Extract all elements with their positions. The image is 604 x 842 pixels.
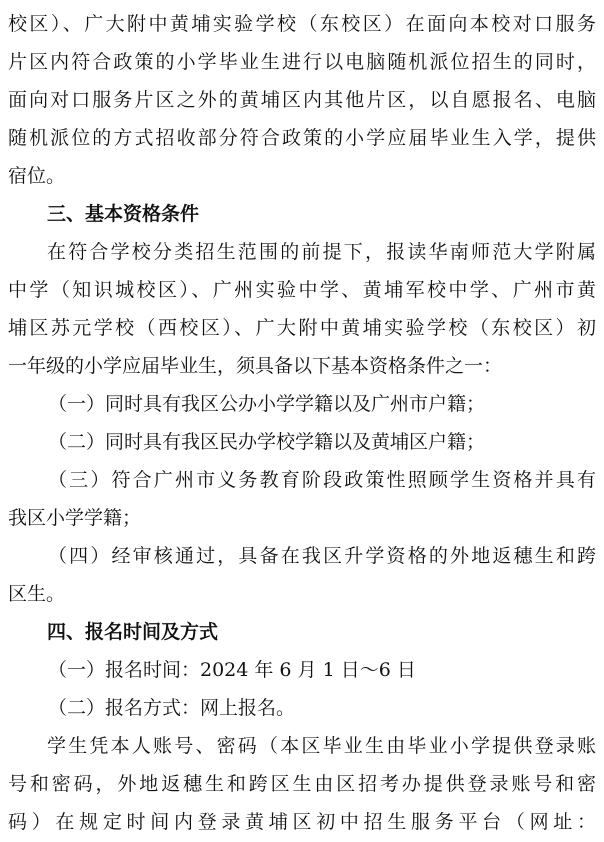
list-item-continuation: 我区小学学籍；	[8, 507, 142, 529]
list-item: （一）报名时间：2024 年 6 月 1 日～6 日	[48, 659, 416, 681]
paragraph-line: 面向对口服务片区之外的黄埔区内其他片区，以自愿报名、电脑	[8, 89, 596, 111]
list-item: （二）报名方式：网上报名。	[48, 697, 296, 719]
paragraph-line: 一年级的小学应届毕业生，须具备以下基本资格条件之一：	[8, 355, 503, 377]
paragraph-line: 学生凭本人账号、密码（本区毕业生由毕业小学提供登录账	[47, 735, 596, 757]
paragraph-line: 在符合学校分类招生范围的前提下，报读华南师范大学附属	[47, 241, 596, 263]
paragraph-line: 埔区苏元学校（西校区）、广大附中黄埔实验学校（东校区）初	[8, 317, 596, 339]
paragraph-line: 随机派位的方式招收部分符合政策的小学应届毕业生入学，提供	[8, 127, 596, 149]
paragraph-line: 片区内符合政策的小学毕业生进行以电脑随机派位招生的同时，	[8, 51, 596, 73]
list-item: （一）同时具有我区公办小学学籍以及广州市户籍；	[48, 393, 486, 415]
list-item: （四）经审核通过，具备在我区升学资格的外地返穗生和跨	[48, 545, 596, 567]
paragraph-line: 校区）、广大附中黄埔实验学校（东校区）在面向本校对口服务	[8, 13, 596, 35]
section-heading: 三、基本资格条件	[47, 203, 200, 225]
section-heading: 四、报名时间及方式	[47, 621, 219, 643]
list-item: （三）符合广州市义务教育阶段政策性照顾学生资格并具有	[48, 469, 596, 491]
paragraph-line: 号和密码，外地返穗生和跨区生由区招考办提供登录账号和密	[8, 773, 596, 795]
paragraph-line: 码）在规定时间内登录黄埔区初中招生服务平台（网址：	[8, 811, 596, 833]
list-item: （二）同时具有我区民办学校学籍以及黄埔区户籍；	[48, 431, 486, 453]
paragraph-line: 中学（知识城校区）、广州实验中学、黄埔军校中学、广州市黄	[8, 279, 596, 301]
paragraph-line: 宿位。	[8, 165, 66, 187]
list-item-continuation: 区生。	[8, 583, 66, 605]
